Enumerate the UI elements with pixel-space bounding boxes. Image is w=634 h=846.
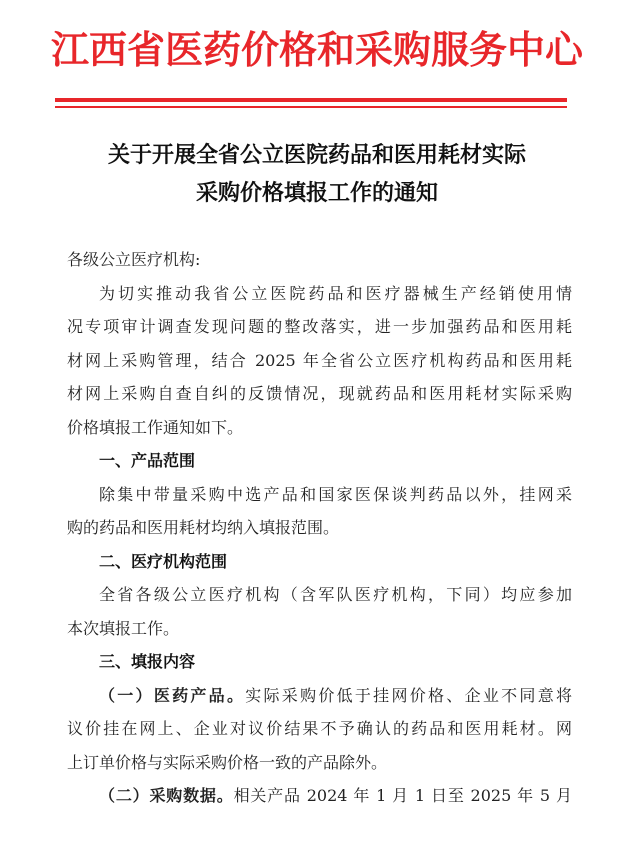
section-heading-institution-scope: 二、医疗机构范围: [99, 551, 228, 571]
paragraph-line: 除集中带量采购中选产品和国家医保谈判药品以外，挂网采: [99, 484, 572, 504]
paragraph-line: [67, 779, 572, 813]
section-paragraph-product-scope: [67, 478, 572, 545]
header-rule-thin: [55, 106, 567, 108]
paragraph-line: [67, 679, 572, 713]
intro-line: 材网上采购自查自纠的反馈情况，现就药品和医用耗材实际采购: [67, 384, 572, 403]
header-rule-thick: [55, 98, 567, 102]
paragraph-line: 本次填报工作。: [67, 618, 180, 638]
content-item-data: [67, 779, 572, 813]
notice-title-line-1: 关于开展全省公立医院药品和医用耗材实际: [107, 142, 526, 168]
intro-line: 为切实推动我省公立医院药品和医疗器械生产经销使用情: [99, 283, 572, 303]
section-paragraph-institution-scope: [67, 578, 572, 645]
paragraph-line: 上订单价格与实际采购价格一致的产品除外。: [67, 752, 388, 772]
intro-paragraph: [67, 277, 572, 445]
item-lead: （二）采购数据。: [99, 786, 234, 805]
item-text: 实际采购价低于挂网价格、企业不同意将: [245, 685, 572, 705]
salutation: 各级公立医疗机构:: [67, 250, 201, 269]
section-heading-content: 三、填报内容: [99, 652, 196, 671]
notice-body: [67, 243, 572, 813]
paragraph-line: 购的药品和医用耗材均纳入填报范围。: [67, 518, 340, 537]
paragraph-line: 全省各级公立医疗机构（含军队医疗机构，下同）均应参加: [99, 585, 572, 604]
notice-title-line-2: 采购价格填报工作的通知: [195, 180, 438, 206]
item-text: 相关产品 2024 年 1 月 1 日至 2025 年 5 月: [233, 786, 572, 805]
content-item-products: [67, 679, 572, 780]
section-heading-product-scope: 一、产品范围: [99, 451, 196, 470]
org-header: 江西省医药价格和采购服务中心: [50, 28, 583, 72]
intro-line: 材网上采购管理，结合 2025 年全省公立医疗机构药品和医用耗: [67, 350, 572, 370]
item-lead: （一）医药产品。: [99, 685, 246, 705]
intro-line: 价格填报工作通知如下。: [67, 417, 244, 437]
paragraph-line: 议价挂在网上、企业对议价结果不予确认的药品和医用耗材。网: [67, 719, 572, 738]
intro-line: 况专项审计调查发现问题的整改落实，进一步加强药品和医用耗: [67, 317, 572, 336]
